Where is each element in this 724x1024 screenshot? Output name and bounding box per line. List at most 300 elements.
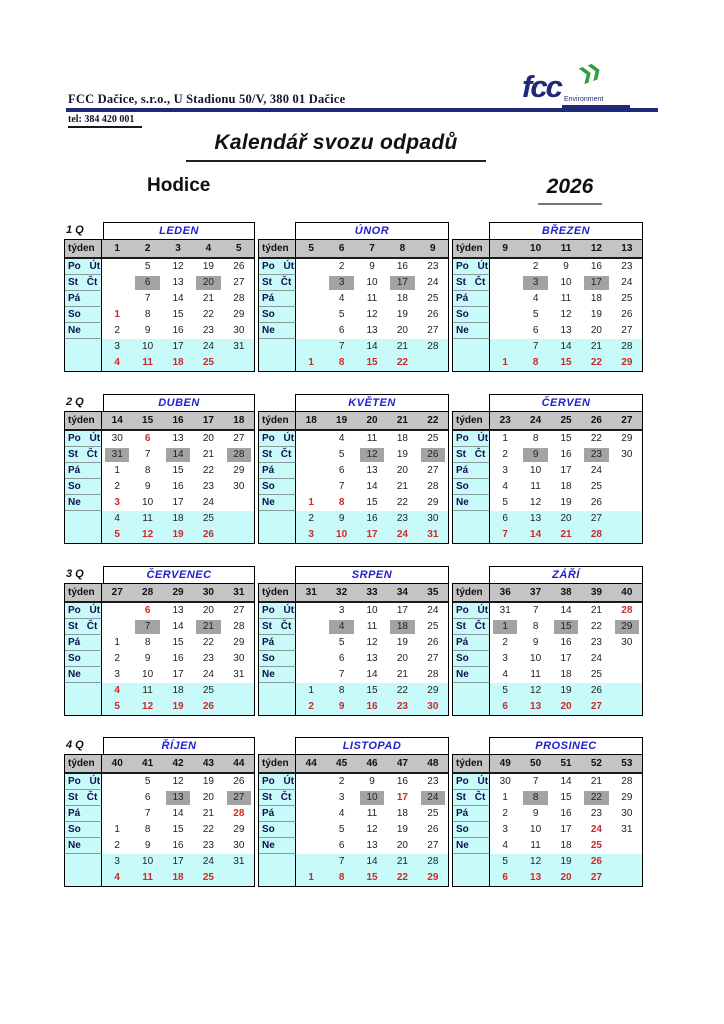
day-cell: 25 [202,685,214,696]
week-label: týden [453,412,490,429]
day-row-label: St Čt [259,447,296,463]
week-number: 9 [430,243,436,254]
day-cell: 22 [396,357,408,368]
day-row-label: Pá [259,463,296,479]
month-title: LEDEN [103,222,255,239]
day-cell: 20 [202,605,214,616]
week-number: 8 [399,243,406,254]
day-cell: 7 [144,808,151,819]
day-cell: 24 [590,653,602,664]
day-cell: 3 [326,275,356,291]
week-number: 21 [396,415,408,426]
day-cell [490,323,520,339]
day-cell: 24 [202,341,214,352]
day-row-label: Pá [453,463,490,479]
day-cell: 11 [530,840,541,851]
day-row-label: Ne [453,667,490,683]
day-cell: 26 [202,529,214,540]
day-cell: 14 [366,856,378,867]
day-cell [612,527,642,543]
day-cell: 19 [202,776,214,787]
day-cell: 29 [621,792,633,803]
day-cell [102,774,132,790]
day-row-label: So [259,479,296,495]
logo-underline-bar [562,105,630,109]
week-number: 46 [366,758,378,769]
day-cell: 6 [502,513,508,524]
day-cell: 5 [338,449,345,460]
week-number: 22 [427,415,439,426]
day-cell [224,511,254,527]
day-cell: 4 [326,619,356,635]
week-number: 19 [336,415,348,426]
day-cell: 31 [427,529,439,540]
day-cell: 18 [396,293,408,304]
day-cell: 28 [233,293,245,304]
day-cell: 10 [366,277,378,288]
day-cell: 2 [338,261,345,272]
day-cell: 6 [132,275,162,291]
week-number: 5 [308,243,314,254]
day-cell: 21 [202,449,214,460]
day-cell: 28 [233,621,245,632]
day-cell: 20 [590,325,602,336]
day-cell: 11 [366,621,378,632]
day-cell: 12 [366,309,378,320]
day-row-label: Po Út [65,603,102,619]
day-cell [296,463,326,479]
day-cell: 16 [172,840,184,851]
week-number: 2 [144,243,151,254]
day-cell [102,603,132,619]
day-row-label: So [259,651,296,667]
day-cell [490,307,520,323]
day-cell: 11 [366,293,378,304]
day-row-label [259,870,296,886]
day-cell: 8 [338,357,345,368]
day-cell: 14 [560,776,572,787]
day-cell: 23 [427,261,439,272]
day-cell: 13 [172,605,184,616]
day-cell: 27 [590,701,602,712]
week-number: 49 [499,758,511,769]
day-cell: 16 [172,325,184,336]
day-cell: 15 [172,637,184,648]
week-number: 16 [172,415,184,426]
day-cell [296,323,326,339]
day-cell: 27 [621,325,633,336]
month-title: ČERVEN [489,394,643,411]
day-cell: 8 [338,685,345,696]
week-number: 4 [205,243,212,254]
day-row-label: St Čt [453,619,490,635]
day-cell: 10 [142,669,154,680]
day-cell: 6 [338,653,345,664]
day-cell: 19 [202,261,214,272]
day-cell: 11 [142,357,153,368]
day-cell: 27 [427,325,439,336]
day-cell: 23 [202,325,214,336]
week-number: 23 [499,415,511,426]
day-cell: 7 [132,619,162,635]
day-cell: 14 [530,529,542,540]
day-cell: 9 [532,637,539,648]
day-cell: 5 [144,776,151,787]
day-cell: 13 [366,840,378,851]
day-cell [224,683,254,699]
week-number: 31 [233,587,245,598]
day-cell: 23 [396,701,408,712]
day-cell: 4 [338,433,345,444]
day-cell: 14 [163,447,193,463]
day-cell: 1 [114,309,120,320]
day-row-label: Po Út [65,431,102,447]
day-cell: 19 [396,637,408,648]
day-row-label [453,511,490,527]
day-cell: 20 [560,701,572,712]
day-cell: 29 [233,309,245,320]
logo-environment-label: Environment [564,96,604,103]
week-number: 41 [142,758,154,769]
week-number: 40 [111,758,123,769]
day-cell: 28 [590,529,602,540]
day-cell [296,307,326,323]
week-number: 44 [233,758,245,769]
quarter-3 [64,566,643,716]
day-cell [102,619,132,635]
day-cell: 17 [172,669,184,680]
day-cell: 30 [233,653,245,664]
day-cell: 26 [590,856,602,867]
day-cell: 16 [396,261,408,272]
day-cell: 9 [369,261,375,272]
day-cell: 15 [366,357,378,368]
day-cell: 6 [502,701,508,712]
day-row-label [65,699,102,715]
day-cell: 12 [530,497,542,508]
calendar-year: 2026 [538,175,602,205]
day-row-label: Ne [65,323,102,339]
day-cell: 27 [233,605,245,616]
day-cell: 3 [502,465,508,476]
day-cell: 29 [427,685,439,696]
day-row-label: St Čt [259,790,296,806]
day-row-label: So [453,651,490,667]
day-cell: 16 [366,701,378,712]
week-number: 30 [202,587,214,598]
month-table-duben [64,394,255,544]
day-cell: 28 [427,341,439,352]
week-number: 27 [111,587,123,598]
day-cell: 16 [172,653,184,664]
day-cell: 30 [427,513,439,524]
day-cell: 19 [172,701,184,712]
day-cell: 13 [163,790,193,806]
day-cell: 29 [427,497,439,508]
day-cell: 5 [502,685,508,696]
day-cell: 11 [366,808,378,819]
quarter-label: 3 Q [66,568,84,580]
day-cell: 19 [396,449,408,460]
day-cell: 30 [427,701,439,712]
day-cell: 17 [560,653,572,664]
day-cell: 18 [172,513,184,524]
day-cell [296,619,326,635]
day-row-label [453,699,490,715]
day-cell: 9 [563,261,569,272]
day-row-label [259,355,296,371]
day-cell: 20 [202,433,214,444]
day-cell: 22 [590,357,602,368]
day-cell: 12 [366,824,378,835]
day-cell: 6 [338,325,345,336]
day-cell: 17 [581,275,611,291]
day-cell: 4 [502,481,508,492]
day-cell: 6 [144,433,151,444]
day-cell: 16 [172,481,184,492]
day-row-label: Ne [453,323,490,339]
day-cell: 19 [172,529,184,540]
day-cell [490,339,520,355]
day-cell: 30 [233,325,245,336]
day-cell: 9 [520,447,550,463]
day-cell: 7 [532,341,539,352]
day-cell: 18 [590,293,602,304]
day-row-label [65,355,102,371]
week-number: 50 [530,758,542,769]
day-cell: 7 [338,341,345,352]
day-cell: 19 [560,856,572,867]
day-cell: 28 [427,669,439,680]
day-row-label: So [259,307,296,323]
day-cell: 16 [560,637,572,648]
day-cell: 25 [202,513,214,524]
day-cell: 9 [144,653,151,664]
fcc-environment-logo [522,62,634,116]
day-cell: 23 [396,513,408,524]
week-number: 52 [590,758,602,769]
day-cell: 21 [396,669,408,680]
quarter-1 [64,222,643,372]
day-cell [612,463,642,479]
day-cell: 24 [396,529,408,540]
day-cell: 29 [233,465,245,476]
day-cell [296,774,326,790]
day-cell: 8 [144,637,151,648]
day-cell [296,635,326,651]
day-cell: 17 [172,497,184,508]
week-number: 31 [305,587,317,598]
day-cell: 22 [590,433,602,444]
month-table-leden [64,222,255,372]
day-cell: 7 [338,669,345,680]
day-cell: 2 [532,261,539,272]
day-cell: 2 [502,449,508,460]
day-row-label: Po Út [259,259,296,275]
day-cell: 19 [560,497,572,508]
day-cell [224,355,254,371]
location-name: Hodice [147,175,211,196]
day-cell: 16 [560,808,572,819]
day-cell: 15 [560,792,572,803]
day-cell [296,431,326,447]
day-cell: 5 [502,856,508,867]
day-cell: 15 [366,497,378,508]
day-cell: 24 [202,856,214,867]
day-cell: 9 [338,513,345,524]
day-cell: 11 [560,293,572,304]
day-cell: 8 [144,824,151,835]
day-cell: 1 [114,637,120,648]
day-cell: 17 [396,605,408,616]
day-cell: 30 [621,808,633,819]
day-cell: 28 [621,341,633,352]
day-row-label: Po Út [453,603,490,619]
day-cell: 24 [590,824,602,835]
day-cell: 14 [172,621,184,632]
day-cell: 1 [502,792,508,803]
day-cell: 27 [427,653,439,664]
day-row-label: Pá [453,806,490,822]
day-cell [224,495,254,511]
month-table-kveten [258,394,449,544]
week-number: 7 [369,243,375,254]
day-cell: 2 [502,637,508,648]
logo-arrows-icon: ❯❯ [576,62,601,85]
day-row-label: Ne [259,667,296,683]
month-table-listopad [258,737,449,887]
month-table-cerven [452,394,643,544]
day-cell: 7 [338,856,345,867]
week-number: 43 [202,758,214,769]
day-cell: 21 [202,293,214,304]
month-table-srpen [258,566,449,716]
day-cell: 12 [560,309,572,320]
day-cell [490,291,520,307]
day-cell: 1 [502,357,508,368]
day-row-label: Pá [65,635,102,651]
day-row-label: Po Út [65,774,102,790]
day-cell: 8 [144,465,151,476]
day-cell: 13 [530,513,542,524]
week-number: 53 [621,758,633,769]
day-cell: 2 [114,840,120,851]
day-cell: 12 [357,447,387,463]
day-cell: 21 [590,341,602,352]
day-cell: 14 [172,808,184,819]
day-cell: 4 [532,293,539,304]
day-cell [296,479,326,495]
month-title: DUBEN [103,394,255,411]
day-cell: 21 [560,529,572,540]
day-cell: 29 [427,872,439,883]
week-number: 29 [172,587,184,598]
day-cell [612,854,642,870]
month-title: LISTOPAD [295,737,449,754]
day-cell: 20 [396,653,408,664]
day-cell [612,838,642,854]
week-number: 37 [530,587,542,598]
day-cell: 24 [202,497,214,508]
day-row-label: So [453,307,490,323]
day-cell: 16 [560,449,572,460]
day-cell: 1 [308,357,314,368]
day-cell: 21 [590,605,602,616]
day-cell: 28 [621,776,633,787]
day-cell: 19 [560,685,572,696]
day-cell: 5 [114,529,120,540]
week-number: 14 [111,415,123,426]
day-row-label [453,683,490,699]
day-cell [102,275,132,291]
day-row-label: Po Út [65,259,102,275]
day-cell: 22 [202,465,214,476]
day-cell: 11 [366,433,378,444]
day-row-label: Po Út [453,431,490,447]
day-cell: 14 [366,341,378,352]
week-number: 51 [560,758,572,769]
day-row-label [453,870,490,886]
week-number: 26 [590,415,602,426]
day-cell: 30 [499,776,511,787]
day-cell: 25 [621,293,633,304]
day-row-label [259,699,296,715]
week-number: 36 [499,587,511,598]
day-cell: 10 [142,497,154,508]
day-cell: 9 [144,325,151,336]
day-cell: 20 [396,840,408,851]
day-cell: 19 [396,824,408,835]
day-cell: 8 [144,309,151,320]
week-number: 40 [621,587,633,598]
day-row-label: Ne [259,838,296,854]
day-row-label: Po Út [259,603,296,619]
week-label: týden [453,755,490,772]
day-cell [612,479,642,495]
day-cell: 20 [396,465,408,476]
day-cell: 29 [621,357,633,368]
day-cell: 16 [396,776,408,787]
day-cell: 14 [172,293,184,304]
day-row-label: Pá [453,291,490,307]
month-title: BŘEZEN [489,222,643,239]
week-number: 47 [396,758,408,769]
day-cell: 21 [193,619,223,635]
day-row-label: Pá [259,806,296,822]
day-cell [296,275,326,291]
day-cell: 23 [202,653,214,664]
day-cell: 20 [560,872,572,883]
day-cell: 8 [338,497,345,508]
day-cell: 30 [621,637,633,648]
day-row-label: So [65,822,102,838]
day-cell: 8 [532,433,539,444]
day-cell: 29 [621,433,633,444]
day-cell: 25 [590,669,602,680]
day-cell: 31 [233,856,245,867]
day-cell: 29 [233,637,245,648]
day-cell: 1 [114,824,120,835]
month-title: ŘÍJEN [103,737,255,754]
day-cell: 10 [357,790,387,806]
day-cell [102,259,132,275]
day-cell [224,870,254,886]
day-cell: 12 [142,701,154,712]
month-title: ÚNOR [295,222,449,239]
day-cell: 25 [202,357,214,368]
day-cell: 22 [202,309,214,320]
day-cell: 28 [621,605,633,616]
